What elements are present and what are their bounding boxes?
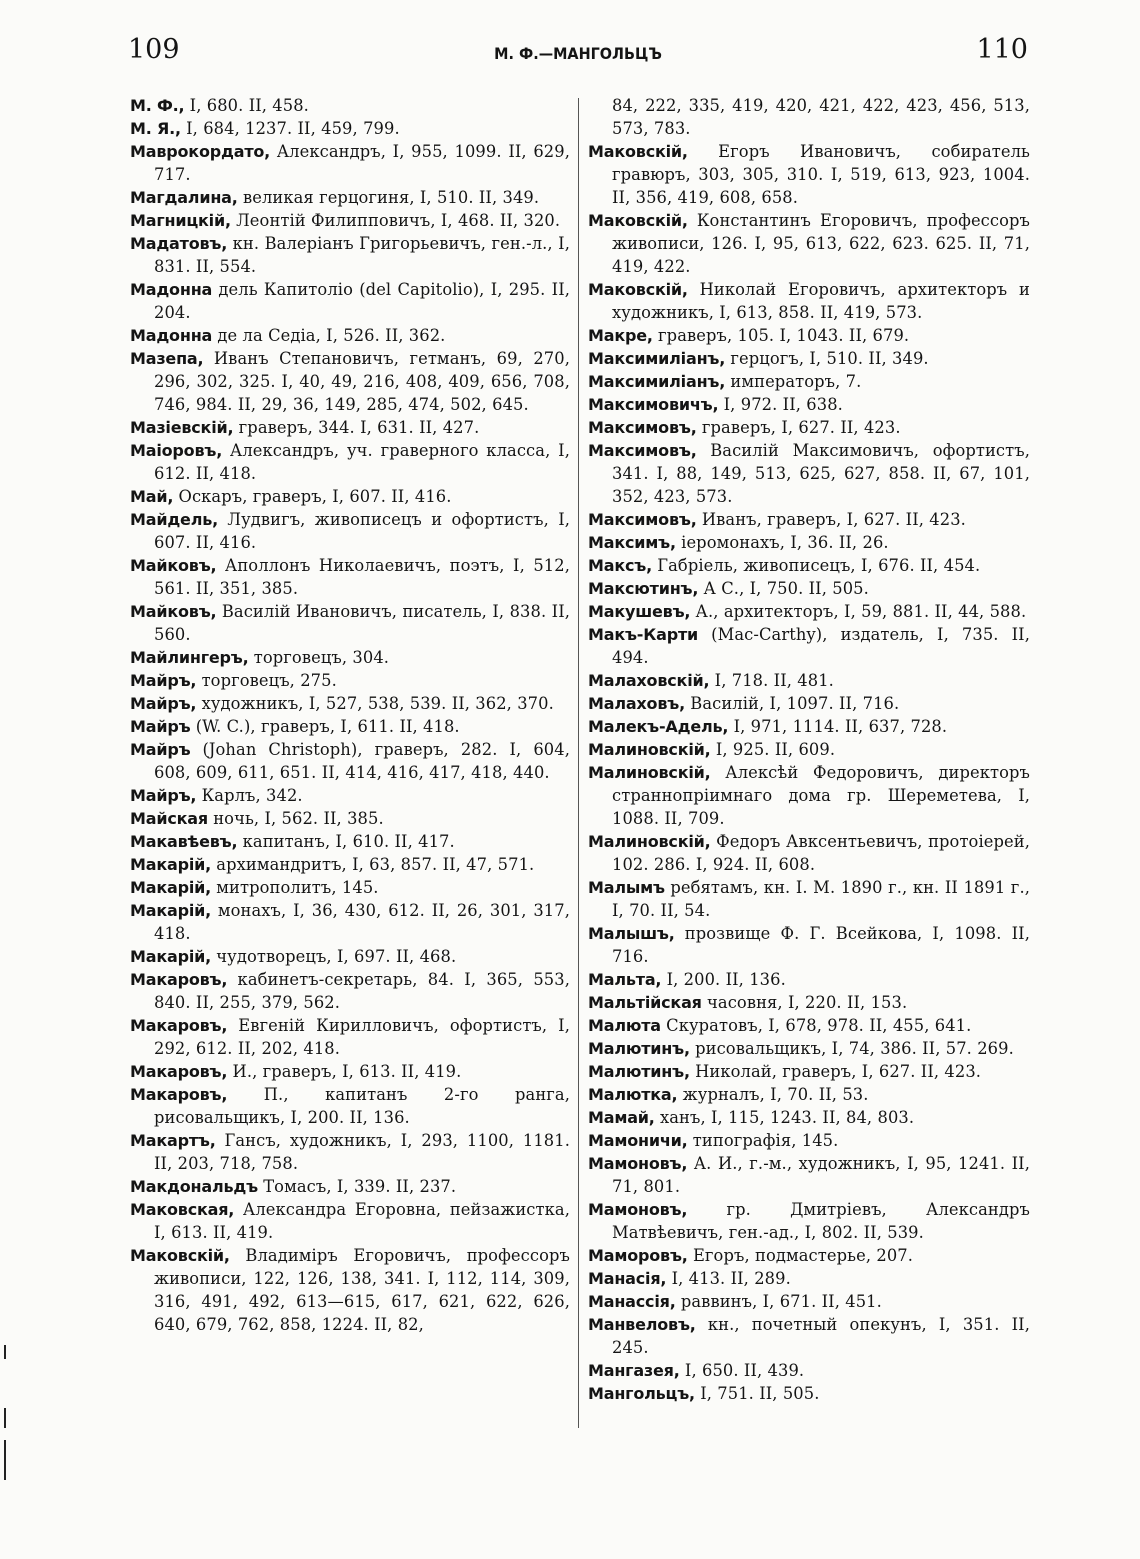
entry-references: И., граверъ, I, 613. II, 419. <box>227 1062 462 1081</box>
entry-references: Томасъ, I, 339. II, 237. <box>257 1177 457 1196</box>
entry-headword: Макаровъ, <box>130 1016 228 1035</box>
entry-headword: Макарій, <box>130 901 212 920</box>
entry-headword: Майковъ, <box>130 556 217 575</box>
entry-headword: Макаровъ, <box>130 1062 228 1081</box>
index-entry <box>588 416 1030 439</box>
entry-references: Василій Ивановичъ, писатель, I, 838. II, 560. <box>154 602 570 644</box>
index-entry <box>130 1198 570 1244</box>
index-entry <box>130 554 570 600</box>
index-entry <box>130 324 570 347</box>
entry-references: Гансъ, художникъ, I, 293, 1100, 1181. II, 203, 718, 758. <box>154 1131 570 1173</box>
entry-references: А С., I, 750. II, 505. <box>698 579 869 598</box>
entry-references: Оскаръ, граверъ, I, 607. II, 416. <box>173 487 452 506</box>
entry-headword: Максимиліанъ, <box>588 372 726 391</box>
entry-headword: Малаховъ, <box>588 694 685 713</box>
index-entry <box>588 876 1030 922</box>
entry-headword: Майръ <box>130 717 191 736</box>
index-entry <box>130 646 570 669</box>
entry-references: I, 718. II, 481. <box>709 671 834 690</box>
entry-headword: Манвеловъ, <box>588 1315 696 1334</box>
entry-headword: Малютка, <box>588 1085 678 1104</box>
index-entry <box>588 347 1030 370</box>
entry-headword: Майдель, <box>130 510 219 529</box>
index-entry <box>588 554 1030 577</box>
entry-headword: Малекъ-Адель, <box>588 717 729 736</box>
index-entry <box>588 1129 1030 1152</box>
entry-headword: Майлингеръ, <box>130 648 249 667</box>
index-entry <box>130 1083 570 1129</box>
entry-references: П., капитанъ 2-го ранга, рисовальщикъ, I, 200. II, 136. <box>154 1085 570 1127</box>
index-entry <box>130 807 570 830</box>
entry-references: I, 751. II, 505. <box>694 1384 820 1403</box>
index-entry <box>588 278 1030 324</box>
entry-references: Алексѣй Федоровичъ, директоръ страннопріимнаго дома гр. Шереметева, I, 1088. II, 709. <box>612 763 1030 828</box>
entry-headword: Малышъ, <box>588 924 675 943</box>
entry-references: I, 972. II, 638. <box>718 395 843 414</box>
index-entry <box>130 669 570 692</box>
entry-references: Евгеній Кирилловичъ, офортистъ, I, 292, 612. II, 202, 418. <box>154 1016 570 1058</box>
edge-mark <box>4 1440 6 1480</box>
entry-headword: Малиновскій, <box>588 740 711 759</box>
entry-references: Лудвигъ, живописецъ и офортистъ, I, 607. II, 416. <box>154 510 570 552</box>
entry-headword: Макаровъ, <box>130 970 228 989</box>
entry-headword: Маковскій, <box>588 142 688 161</box>
entry-references: I, 413. II, 289. <box>666 1269 791 1288</box>
entry-headword: Маковскій, <box>588 280 688 299</box>
entry-references: А. И., г.-м., художникъ, I, 95, 1241. II, 71, 801. <box>612 1154 1030 1196</box>
entry-references: (Mac-Carthy), издатель, I, 735. II, 494. <box>612 625 1030 667</box>
index-entry <box>130 945 570 968</box>
index-entry <box>130 876 570 899</box>
entry-references: кн. Валеріанъ Григорьевичъ, ген.-л., I, 831. II, 554. <box>154 234 570 276</box>
index-entry <box>130 1014 570 1060</box>
entry-references: Александръ, I, 955, 1099. II, 629, 717. <box>154 142 570 184</box>
entry-references: типографія, 145. <box>687 1131 839 1150</box>
entry-references: Аполлонъ Николаевичъ, поэтъ, I, 512, 561. II, 351, 385. <box>154 556 570 598</box>
entry-headword: Мадатовъ, <box>130 234 228 253</box>
entry-headword: Мальта, <box>588 970 662 989</box>
entry-headword: Малютинъ, <box>588 1062 690 1081</box>
entry-references: часовня, I, 220. II, 153. <box>701 993 908 1012</box>
index-entry <box>130 416 570 439</box>
entry-references: Егоръ, подмастерье, 207. <box>687 1246 914 1265</box>
page-number-right: 110 <box>976 34 1028 65</box>
entry-headword: Макавѣевъ, <box>130 832 238 851</box>
entry-headword: Малиновскій, <box>588 763 711 782</box>
index-entry <box>588 991 1030 1014</box>
entry-references: Иванъ Степановичъ, гетманъ, 69, 270, 296, 302, 325. I, 40, 49, 216, 408, 409, 656, 708, 746, 984. II, 29, 36, 149, 285, 474, 502, 645. <box>154 349 570 414</box>
index-entry <box>588 1106 1030 1129</box>
index-entry <box>130 1175 570 1198</box>
entry-headword: Макъ-Карти <box>588 625 699 644</box>
entry-headword: Максимовъ, <box>588 510 697 529</box>
entry-headword: Магдалина, <box>130 188 238 207</box>
entry-headword: Манасія, <box>588 1269 667 1288</box>
column-divider <box>578 98 579 1428</box>
page-header <box>128 34 1028 74</box>
entry-references: Константинъ Егоровичъ, профессоръ живописи, 126. I, 95, 613, 622, 623. 625. II, 71, 419, 422. <box>612 211 1030 276</box>
entry-headword: Макре, <box>588 326 653 345</box>
index-entry <box>588 1014 1030 1037</box>
index-entry <box>588 393 1030 416</box>
entry-references: Василій Максимовичъ, офортистъ, 341. I, 88, 149, 513, 625, 627, 858. II, 67, 101, 352, 423, 573. <box>612 441 1030 506</box>
entry-headword: Маковскій, <box>130 1246 230 1265</box>
entry-references: архимандритъ, I, 63, 857. II, 47, 571. <box>211 855 535 874</box>
entry-headword: Мальтійская <box>588 993 702 1012</box>
index-entry <box>588 531 1030 554</box>
entry-references: торговецъ, 275. <box>196 671 337 690</box>
entry-headword: Мазепа, <box>130 349 204 368</box>
index-entry <box>588 968 1030 991</box>
entry-references: I, 684, 1237. II, 459, 799. <box>180 119 400 138</box>
entry-references: I, 925. II, 609. <box>710 740 836 759</box>
entry-references: граверъ, I, 627. II, 423. <box>696 418 901 437</box>
index-entry <box>588 1267 1030 1290</box>
index-entry <box>588 370 1030 393</box>
entry-headword: Магницкій, <box>130 211 231 230</box>
index-entry <box>130 1129 570 1175</box>
entry-headword: Мангазея, <box>588 1361 680 1380</box>
entry-headword: Максимовичъ, <box>588 395 719 414</box>
entry-references: Скуратовъ, I, 678, 978. II, 455, 641. <box>660 1016 972 1035</box>
index-entry <box>588 1290 1030 1313</box>
entry-headword: Максимиліанъ, <box>588 349 726 368</box>
entry-references: 84, 222, 335, 419, 420, 421, 422, 423, 456, 513, 573, 783. <box>612 96 1030 138</box>
entry-references: I, 650. II, 439. <box>679 1361 805 1380</box>
entry-references: гр. Дмитріевъ, Александръ Матвѣевичъ, ген.-ад., I, 802. II, 539. <box>612 1200 1030 1242</box>
index-entry <box>130 853 570 876</box>
entry-headword: М. Ф., <box>130 96 185 115</box>
entry-headword: Малиновскій, <box>588 832 711 851</box>
entry-references: художникъ, I, 527, 538, 539. II, 362, 370. <box>196 694 554 713</box>
index-entry <box>130 347 570 416</box>
index-entry <box>130 439 570 485</box>
index-entry <box>130 1244 570 1336</box>
entry-references: герцогъ, I, 510. II, 349. <box>725 349 929 368</box>
entry-references: Карлъ, 342. <box>196 786 303 805</box>
index-entry <box>588 715 1030 738</box>
entry-references: граверъ, 344. I, 631. II, 427. <box>233 418 480 437</box>
entry-references: Василій, I, 1097. II, 716. <box>684 694 900 713</box>
entry-headword: Маврокордато, <box>130 142 271 161</box>
entry-references: монахъ, I, 36, 430, 612. II, 26, 301, 317, 418. <box>154 901 570 943</box>
entry-headword: М. Я., <box>130 119 181 138</box>
entry-references: I, 971, 1114. II, 637, 728. <box>728 717 948 736</box>
index-entry <box>588 1152 1030 1198</box>
entry-references: дель Капитолio (del Capitolio), I, 295. II, 204. <box>154 280 570 322</box>
entry-headword: Мамоничи, <box>588 1131 688 1150</box>
entry-headword: Майръ, <box>130 671 197 690</box>
entry-references: I, 680. II, 458. <box>184 96 309 115</box>
index-entry <box>130 784 570 807</box>
entry-references: Леонтій Филипповичъ, I, 468. II, 320. <box>230 211 561 230</box>
entry-references: прозвище Ф. Г. Всейкова, I, 1098. II, 716. <box>612 924 1030 966</box>
entry-headword: Маіоровъ, <box>130 441 223 460</box>
entry-references: рисовальщикъ, I, 74, 386. II, 57. 269. <box>689 1039 1014 1058</box>
entry-headword: Макарій, <box>130 855 212 874</box>
entry-headword: Максимъ, <box>588 533 676 552</box>
entry-headword: Мазіевскій, <box>130 418 234 437</box>
entry-references: торговецъ, 304. <box>248 648 390 667</box>
index-entry <box>130 692 570 715</box>
index-entry <box>588 1359 1030 1382</box>
entry-headword: Макаровъ, <box>130 1085 228 1104</box>
entry-headword: Максимовъ, <box>588 418 697 437</box>
entry-headword: Мамай, <box>588 1108 655 1127</box>
index-entry <box>130 485 570 508</box>
index-entry <box>588 508 1030 531</box>
entry-references: Николай Егоровичъ, архитекторъ и художникъ, I, 613, 858. II, 419, 573. <box>612 280 1030 322</box>
entry-references: Егоръ Ивановичъ, собиратель гравюръ, 303, 305, 310. I, 519, 613, 923, 1004. II, 356, 419, 608, 658. <box>612 142 1030 207</box>
entry-references: императоръ, 7. <box>725 372 862 391</box>
entry-headword: Мадонна <box>130 280 213 299</box>
entry-references: де ла Седіа, I, 526. II, 362. <box>212 326 446 345</box>
index-entry <box>588 1083 1030 1106</box>
index-entry <box>130 899 570 945</box>
entry-headword: Майръ, <box>130 694 197 713</box>
entry-references: (W. C.), граверъ, I, 611. II, 418. <box>190 717 460 736</box>
index-entry <box>130 117 570 140</box>
entry-headword: Максъ, <box>588 556 652 575</box>
index-entry <box>588 1244 1030 1267</box>
index-entry <box>588 761 1030 830</box>
index-entry <box>588 669 1030 692</box>
entry-references: Владиміръ Егоровичъ, профессоръ живописи, 122, 126, 138, 341. I, 112, 114, 309, 316, 491, 492, 613—615, 617, 621, 622, 626, 640, 679, 762, 858, 1224. II, 82, <box>154 1246 570 1334</box>
entry-headword: Макарій, <box>130 878 212 897</box>
page-number-left: 109 <box>128 34 180 65</box>
index-entry <box>588 922 1030 968</box>
entry-references: Александра Егоровна, пейзажистка, I, 613. II, 419. <box>154 1200 570 1242</box>
index-entry <box>130 600 570 646</box>
entry-references: раввинъ, I, 671. II, 451. <box>675 1292 882 1311</box>
index-entry <box>588 1037 1030 1060</box>
entry-headword: Максютинъ, <box>588 579 699 598</box>
entry-headword: Малютинъ, <box>588 1039 690 1058</box>
entry-references: чудотворецъ, I, 697. II, 468. <box>211 947 457 966</box>
entry-references: (Johan Christoph), граверъ, 282. I, 604, 608, 609, 611, 651. II, 414, 416, 417, 418, 440. <box>154 740 570 782</box>
index-entry <box>588 1060 1030 1083</box>
entry-headword: Мадонна <box>130 326 213 345</box>
index-entry <box>588 623 1030 669</box>
entry-headword: Макушевъ, <box>588 602 691 621</box>
index-entry <box>588 1198 1030 1244</box>
entry-references: I, 200. II, 136. <box>661 970 786 989</box>
index-entry <box>588 738 1030 761</box>
index-entry <box>588 1313 1030 1359</box>
entry-headword: Майская <box>130 809 208 828</box>
edge-mark <box>4 1345 6 1359</box>
entry-references: Александръ, уч. граверного класса, I, 612. II, 418. <box>154 441 570 483</box>
edge-mark <box>4 1408 6 1428</box>
index-entry <box>130 232 570 278</box>
entry-references: ребятамъ, кн. I. М. 1890 г., кн. II 1891 г., I, 70. II, 54. <box>612 878 1030 920</box>
entry-references: митрополитъ, 145. <box>211 878 379 897</box>
entry-headword: Мангольцъ, <box>588 1384 695 1403</box>
index-entry <box>588 324 1030 347</box>
index-entry <box>130 209 570 232</box>
entry-headword: Малаховскій, <box>588 671 710 690</box>
entry-headword: Макартъ, <box>130 1131 216 1150</box>
entry-references: Федоръ Авксентьевичъ, протоіерей, 102. 286. I, 924. II, 608. <box>612 832 1030 874</box>
index-entry <box>130 186 570 209</box>
index-entry <box>588 577 1030 600</box>
entry-references: іеромонахъ, I, 36. II, 26. <box>675 533 889 552</box>
entry-headword: Мамоновъ, <box>588 1200 688 1219</box>
entry-headword: Манассія, <box>588 1292 676 1311</box>
entry-references: кн., почетный опекунъ, I, 351. II, 245. <box>612 1315 1030 1357</box>
entry-headword: Малюта <box>588 1016 661 1035</box>
index-entry <box>130 1060 570 1083</box>
index-entry <box>130 830 570 853</box>
entry-references: великая герцогиня, I, 510. II, 349. <box>237 188 540 207</box>
index-entry <box>130 715 570 738</box>
entry-references: капитанъ, I, 610. II, 417. <box>237 832 455 851</box>
entry-headword: Маковская, <box>130 1200 235 1219</box>
entry-headword: Малымъ <box>588 878 665 897</box>
index-entry <box>588 140 1030 209</box>
index-entry <box>588 600 1030 623</box>
entry-headword: Майръ, <box>130 786 197 805</box>
index-column-left <box>130 94 570 1336</box>
index-entry <box>130 738 570 784</box>
entry-headword: Май, <box>130 487 174 506</box>
entry-headword: Мамоновъ, <box>588 1154 688 1173</box>
entry-references: кабинетъ-секретарь, 84. I, 365, 553, 840. II, 255, 379, 562. <box>154 970 570 1012</box>
entry-headword: Макдональдъ <box>130 1177 258 1196</box>
entry-headword: Майковъ, <box>130 602 217 621</box>
entry-headword: Маморовъ, <box>588 1246 688 1265</box>
entry-headword: Максимовъ, <box>588 441 697 460</box>
index-entry <box>130 968 570 1014</box>
index-entry <box>130 140 570 186</box>
index-entry <box>588 209 1030 278</box>
entry-references: Габріель, живописецъ, I, 676. II, 454. <box>651 556 981 575</box>
index-column-right <box>588 94 1030 1405</box>
index-entry <box>130 94 570 117</box>
index-entry <box>588 1382 1030 1405</box>
index-entry <box>588 439 1030 508</box>
index-entry <box>130 508 570 554</box>
running-head: М. Ф.—МАНГОЛЬЦЪ <box>494 44 662 63</box>
entry-references: ханъ, I, 115, 1243. II, 84, 803. <box>654 1108 915 1127</box>
index-entry <box>588 830 1030 876</box>
index-entry <box>588 692 1030 715</box>
index-entry <box>588 94 1030 140</box>
entry-headword: Маковскій, <box>588 211 688 230</box>
entry-references: Николай, граверъ, I, 627. II, 423. <box>689 1062 982 1081</box>
entry-references: журналъ, I, 70. II, 53. <box>677 1085 869 1104</box>
entry-headword: Майръ <box>130 740 191 759</box>
index-entry <box>130 278 570 324</box>
entry-references: ночь, I, 562. II, 385. <box>207 809 384 828</box>
entry-references: граверъ, 105. I, 1043. II, 679. <box>652 326 910 345</box>
entry-headword: Макарій, <box>130 947 212 966</box>
entry-references: А., архитекторъ, I, 59, 881. II, 44, 588. <box>690 602 1027 621</box>
entry-references: Иванъ, граверъ, I, 627. II, 423. <box>696 510 966 529</box>
